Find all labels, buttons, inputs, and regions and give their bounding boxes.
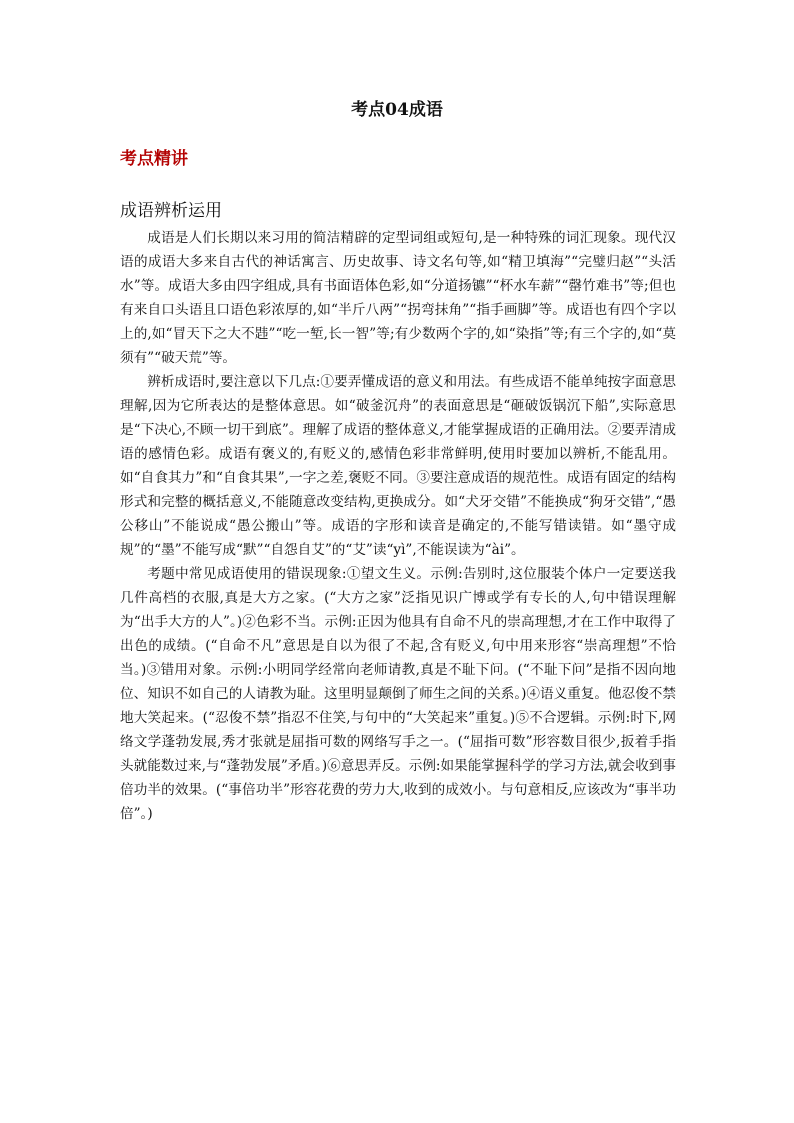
paragraph-analysis-tips: 辨析成语时,要注意以下几点:①要弄懂成语的意义和用法。有些成语不能单纯按字面意思理解,因为它所表达的是整体意思。如“破釜沉舟”的表面意思是“砸破饭锅沉下船”,实际意思是“下决心,不顾一切干到底”。理解了成语的整体意义,才能掌握成语的正确用法。②要弄清成语的感情色彩。成语有褒义的,有贬义的,感情色彩非常鲜明,使用时要加以辨析,不能乱用。如“自食其力”和“自食其果”,一字之差,褒贬不同。③要注意成语的规范性。成语有固定的结构形式和完整的概括意义,不能随意改变结构,更换成分。如“犬牙交错”不能换成“狗牙交错”,“愚公移山”不能说成“愚公搬山”等。成语的字形和读音是确定的,不能写错读错。如“墨守成规”的“墨”不能写成“默”“自怨自艾”的“艾”读“yì”,不能误读为“ài”。 [120,374,676,558]
page-title: 考点04成语 [351,100,443,120]
paragraph-intro: 成语是人们长期以来习用的简洁精辟的定型词组或短句,是一种特殊的词汇现象。现代汉语的成语大多来自古代的神话寓言、历史故事、诗文名句等,如“精卫填海”“完璧归赵”“头活水”等。成语大多由四字组成,具有书面语体色彩,如“分道扬镳”“杯水车薪”“罄竹难书”等;但也有来自口头语且口语色彩浓厚的,如“半斤八两”“拐弯抹角”“指手画脚”等。成语也有四个字以上的,如“冒天下之大不韪”“吃一堑,长一智”等;有少数两个字的,如“染指”等;有三个字的,如“莫须有”“破天荒”等。 [120,230,676,366]
paragraph-common-errors: 考题中常见成语使用的错误现象:①望文生义。示例:告别时,这位服装个体户一定要送我几件高档的衣服,真是大方之家。(“大方之家”泛指见识广博或学有专长的人,句中错误理解为“出手大方的人”。)②色彩不当。示例:正因为他具有自命不凡的崇高理想,才在工作中取得了出色的成绩。(“自命不凡”意思是自以为很了不起,含有贬义,句中用来形容“崇高理想”不恰当。)③错用对象。示例:小明同学经常向老师请教,真是不耻下问。(“不耻下问”是指不因向地位、知识不如自己的人请教为耻。这里明显颠倒了师生之间的关系。)④语义重复。他忍俊不禁地大笑起来。(“忍俊不禁”指忍不住笑,与句中的“大笑起来”重复。)⑤不合逻辑。示例:时下,网络文学蓬勃发展,秀才张就是屈指可数的网络写手之一。(“屈指可数”形容数目很少,扳着手指头就能数过来,与“蓬勃发展”矛盾。)⑥意思弄反。示例:如果能掌握科学的学习方法,就会收到事倍功半的效果。(“事倍功半”形容花费的劳力大,收到的成效小。与句意相反,应该改为“事半功倍”。) [120,566,676,822]
body-text [120,226,676,826]
subheading: 成语辨析运用 [120,201,222,221]
section-heading: 考点精讲 [120,149,188,169]
